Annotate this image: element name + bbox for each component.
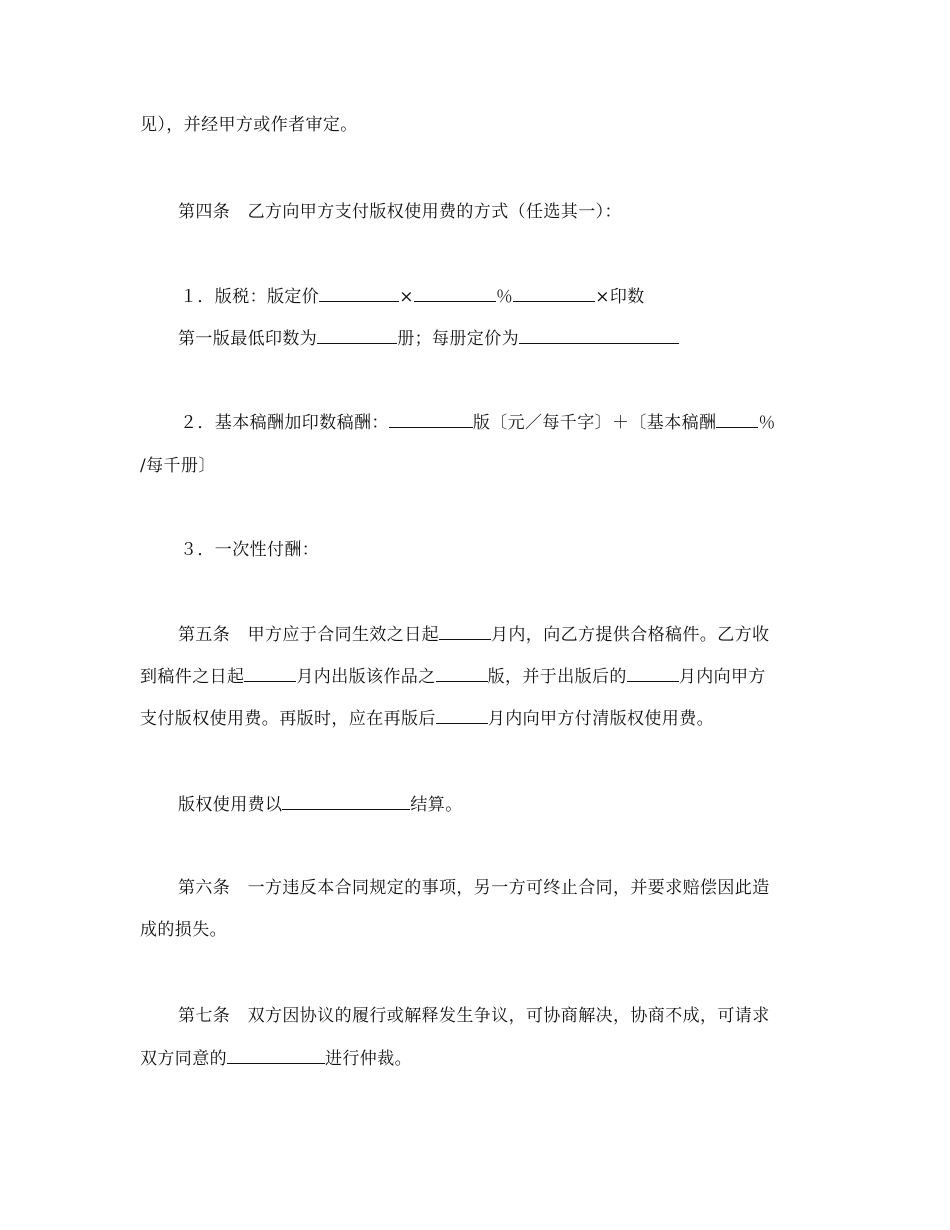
blank-field[interactable] <box>282 792 410 810</box>
text-line <box>140 706 714 731</box>
text-line <box>140 664 766 689</box>
text: 版权使用费以 <box>178 795 283 815</box>
blank-field[interactable] <box>244 664 296 682</box>
article-7 <box>178 1004 770 1028</box>
text: 成的损失。 <box>140 920 227 940</box>
text: ×印数 <box>595 287 645 307</box>
text: /每千册〕 <box>140 456 216 476</box>
blank-field[interactable] <box>227 1046 325 1064</box>
article-6 <box>178 876 770 900</box>
text-line <box>140 918 227 942</box>
blank-field[interactable] <box>519 326 679 344</box>
blank-field[interactable] <box>439 622 491 640</box>
text-line <box>140 1046 412 1071</box>
option-2-basic-fee <box>180 410 776 435</box>
text: 第七条 双方因协议的履行或解释发生争议，可协商解决，协商不成，可请求 <box>178 1006 770 1026</box>
blank-field[interactable] <box>319 284 399 302</box>
text-line <box>178 326 679 351</box>
text: 见），并经甲方或作者审定。 <box>140 115 358 135</box>
text: 第六条 一方违反本合同规定的事项，另一方可终止合同，并要求赔偿因此造 <box>178 878 770 898</box>
text: 支付版权使用费。再版时，应在再版后 <box>140 709 436 729</box>
text: １．版税：版定价 <box>180 287 320 307</box>
blank-field[interactable] <box>414 284 496 302</box>
text: × <box>399 287 414 307</box>
text-line <box>140 113 358 137</box>
text: ％ <box>758 413 776 433</box>
blank-field[interactable] <box>436 664 488 682</box>
blank-field[interactable] <box>627 664 679 682</box>
text-line <box>140 454 216 478</box>
text: 第四条 乙方向甲方支付版权使用费的方式（任选其一）： <box>178 202 622 222</box>
text: 到稿件之日起 <box>140 667 245 687</box>
blank-field[interactable] <box>716 410 758 428</box>
text: 结算。 <box>410 795 463 815</box>
text: 第一版最低印数为 <box>178 329 318 349</box>
text: 月内出版该作品之 <box>296 667 436 687</box>
text: 月内，向乙方提供合格稿件。乙方收 <box>491 625 770 645</box>
text: 第五条 甲方应于合同生效之日起 <box>178 625 439 645</box>
option-1-royalty <box>180 284 645 309</box>
blank-field[interactable] <box>513 284 595 302</box>
text: 版，并于出版后的 <box>487 667 627 687</box>
text: 双方同意的 <box>140 1049 227 1069</box>
text: ３．一次性付酬： <box>180 540 320 560</box>
blank-field[interactable] <box>436 706 488 724</box>
text: 版〔元／每千字〕＋〔基本稿酬 <box>472 413 717 433</box>
text: ％ <box>495 287 514 307</box>
text: ２．基本稿酬加印数稿酬： <box>180 413 389 433</box>
article-5 <box>178 622 769 647</box>
article-4-heading <box>178 200 622 224</box>
blank-field[interactable] <box>389 410 473 428</box>
text: 月内向甲方 <box>678 667 766 687</box>
text-line <box>178 792 463 817</box>
text: 月内向甲方付清版权使用费。 <box>487 709 715 729</box>
text: 册；每册定价为 <box>397 329 520 349</box>
blank-field[interactable] <box>317 326 397 344</box>
text: 进行仲裁。 <box>325 1049 412 1069</box>
option-3-lump-sum <box>180 538 319 562</box>
